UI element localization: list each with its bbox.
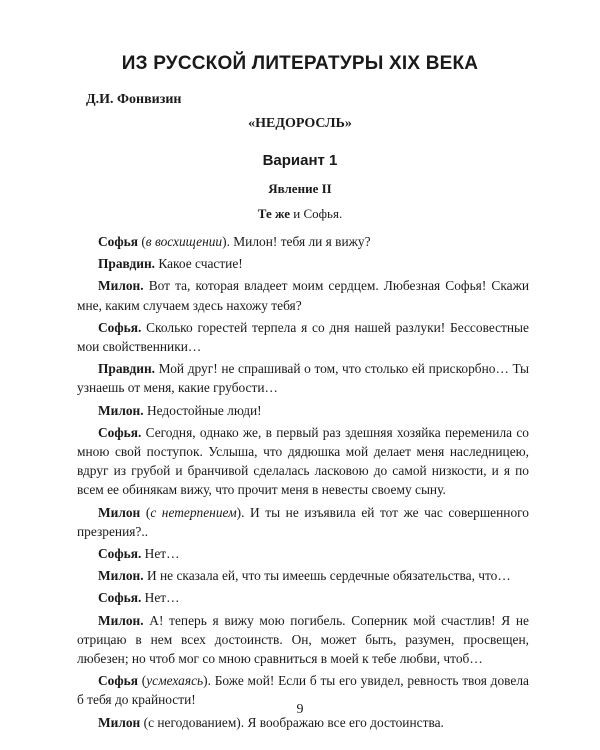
speech: Нет… [141,546,180,562]
speaker: Милон [98,504,141,520]
dialogue-block [77,232,529,735]
section-title: ИЗ РУССКОЙ ЛИТЕРАТУРЫ XIX ВЕКА [121,53,479,74]
dialogue-line [77,544,529,563]
stage-direction: усмехаясь [146,673,204,689]
scene-title: Явление II [268,181,332,196]
stage-open: (с негодованием). [140,714,248,730]
speech: Боже мой! Если б ты его увидел, ревность твоя довела б тебя до крайности! [77,673,529,708]
speech: Сколько горестей терпела я со дня нашей разлуки! Бессовестные мои свойственники… [77,319,529,355]
speaker: Правдин. [98,256,156,272]
work-title: «НЕДОРОСЛЬ» [248,116,352,131]
speech: Недостойные люди! [143,402,262,418]
dialogue-line [77,318,529,356]
cast-bold: Те же [257,206,290,221]
variant-title: Вариант 1 [262,152,338,169]
stage-close: ). [203,673,215,689]
speaker: Милон. [98,568,144,584]
stage-direction: в восхищении [145,234,223,249]
dialogue-line [77,423,529,500]
speech: Милон! тебя ли я вижу? [233,234,371,249]
stage-close: ). [222,234,234,249]
stage-open: ( [140,504,151,520]
speech: Какое счастие! [155,256,243,272]
cast-line [0,206,600,222]
speech: А! теперь я вижу мою погибель. Соперник мой счастлив! Я не отрицаю в нем всех достоинств. Он, может быть, разумен, просвещен, любезен; но чтоб мог со мною сравниться в моей к тебе любви, чтоб… [77,612,529,667]
dialogue-line [77,503,529,541]
stage-open: ( [137,234,146,249]
dialogue-line [77,359,529,397]
speaker: Милон. [98,402,144,418]
speaker: Софья. [98,424,142,440]
speech: Сегодня, однако же, в первый раз здешняя хозяйка переменила со мною свой поступок. Услыша, что дядюшка мой делает меня наследницею, вдруг из грубой и бранчивой сделалась ласковою до самой низкости, и я по всем ее обинякам вижу, что прочит меня в невесты своему сыну. [77,424,529,498]
dialogue-line [77,566,529,585]
page-number: 9 [296,702,304,717]
author-name: Д.И. Фонвизин [86,92,182,107]
speech: И ты не изъявила ей тот же час совершенного презрения?.. [77,504,530,539]
speaker: Софья [98,234,138,249]
speech: Я воображаю все его достоинства. [247,714,444,730]
dialogue-line [77,232,529,251]
speech: Нет… [141,590,180,606]
speaker: Милон. [98,612,144,628]
dialogue-line [77,254,529,273]
stage-close: ). [236,504,251,520]
speech: Вот та, которая владеет моим сердцем. Любезная Софья! Скажи мне, каким случаем здесь нахожу тебя? [77,278,529,313]
speech: И не сказала ей, что ты имеешь сердечные обязательства, что… [143,568,511,584]
dialogue-line [77,401,529,420]
stage-open: ( [137,673,147,689]
speaker: Софья [98,673,138,689]
speech: Мой друг! не спрашивай о том, что столько ей прискорбно… Ты узнаешь от меня, какие грубости… [77,361,529,396]
speaker: Софья. [98,590,142,606]
dialogue-line [77,611,529,669]
speaker: Милон [98,714,141,730]
speaker: Софья. [98,319,142,335]
dialogue-line [77,276,529,314]
cast-rest: и Софья. [290,206,343,221]
speaker: Правдин. [98,361,156,377]
speaker: Софья. [98,546,142,562]
speaker: Милон. [98,278,144,294]
stage-direction: с нетерпением [150,504,237,520]
dialogue-line [77,588,529,607]
